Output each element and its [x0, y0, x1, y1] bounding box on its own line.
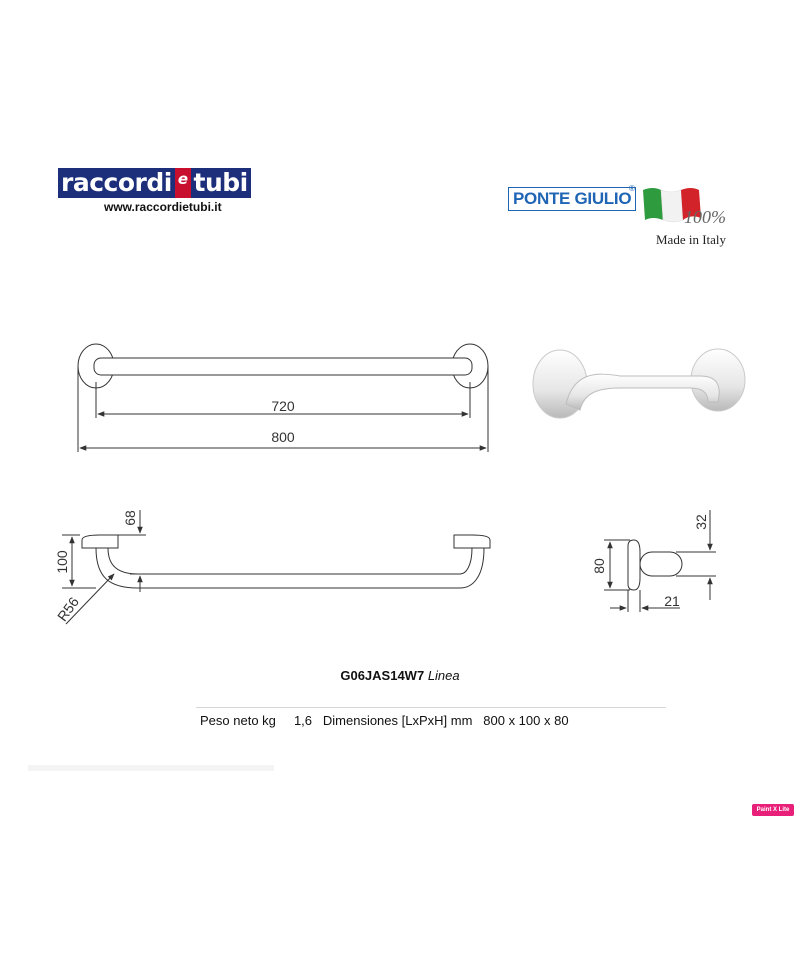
- paint-x-lite-badge[interactable]: Paint X Lite: [752, 804, 794, 816]
- dim-800: 800: [271, 429, 295, 445]
- italy-percent: 100%: [684, 207, 726, 227]
- divider: [196, 707, 666, 708]
- dim-100: 100: [54, 550, 70, 574]
- logo-word-e: e: [175, 168, 191, 198]
- dim-r56: R56: [53, 593, 82, 625]
- product-line-name: Linea: [427, 668, 460, 683]
- ponte-giulio-logo: PONTE GIULIO: [508, 187, 636, 211]
- made-in-italy: Made in Italy: [656, 232, 727, 247]
- dimensions-label: Dimensiones [LxPxH] mm: [322, 713, 473, 728]
- website-url: www.raccordietubi.it: [104, 200, 222, 214]
- weight-value: 1,6: [293, 713, 313, 728]
- dimensions-value: 800 x 100 x 80: [483, 713, 569, 728]
- dim-80: 80: [591, 558, 607, 574]
- dim-68: 68: [122, 510, 138, 526]
- product-render: [533, 349, 745, 418]
- logo-word-raccordi: raccordi: [58, 168, 175, 198]
- faint-divider: [28, 765, 274, 771]
- dim-32: 32: [693, 514, 709, 530]
- logo-word-tubi: tubi: [191, 168, 251, 198]
- dim-21: 21: [664, 593, 680, 609]
- spec-line: [200, 713, 569, 728]
- weight-label: Peso neto kg: [200, 713, 276, 728]
- side-view: [62, 510, 490, 624]
- registered-mark: ®: [629, 184, 635, 193]
- dim-720: 720: [271, 398, 295, 414]
- product-code-line: [0, 668, 800, 683]
- product-code: G06JAS14W7: [340, 668, 425, 683]
